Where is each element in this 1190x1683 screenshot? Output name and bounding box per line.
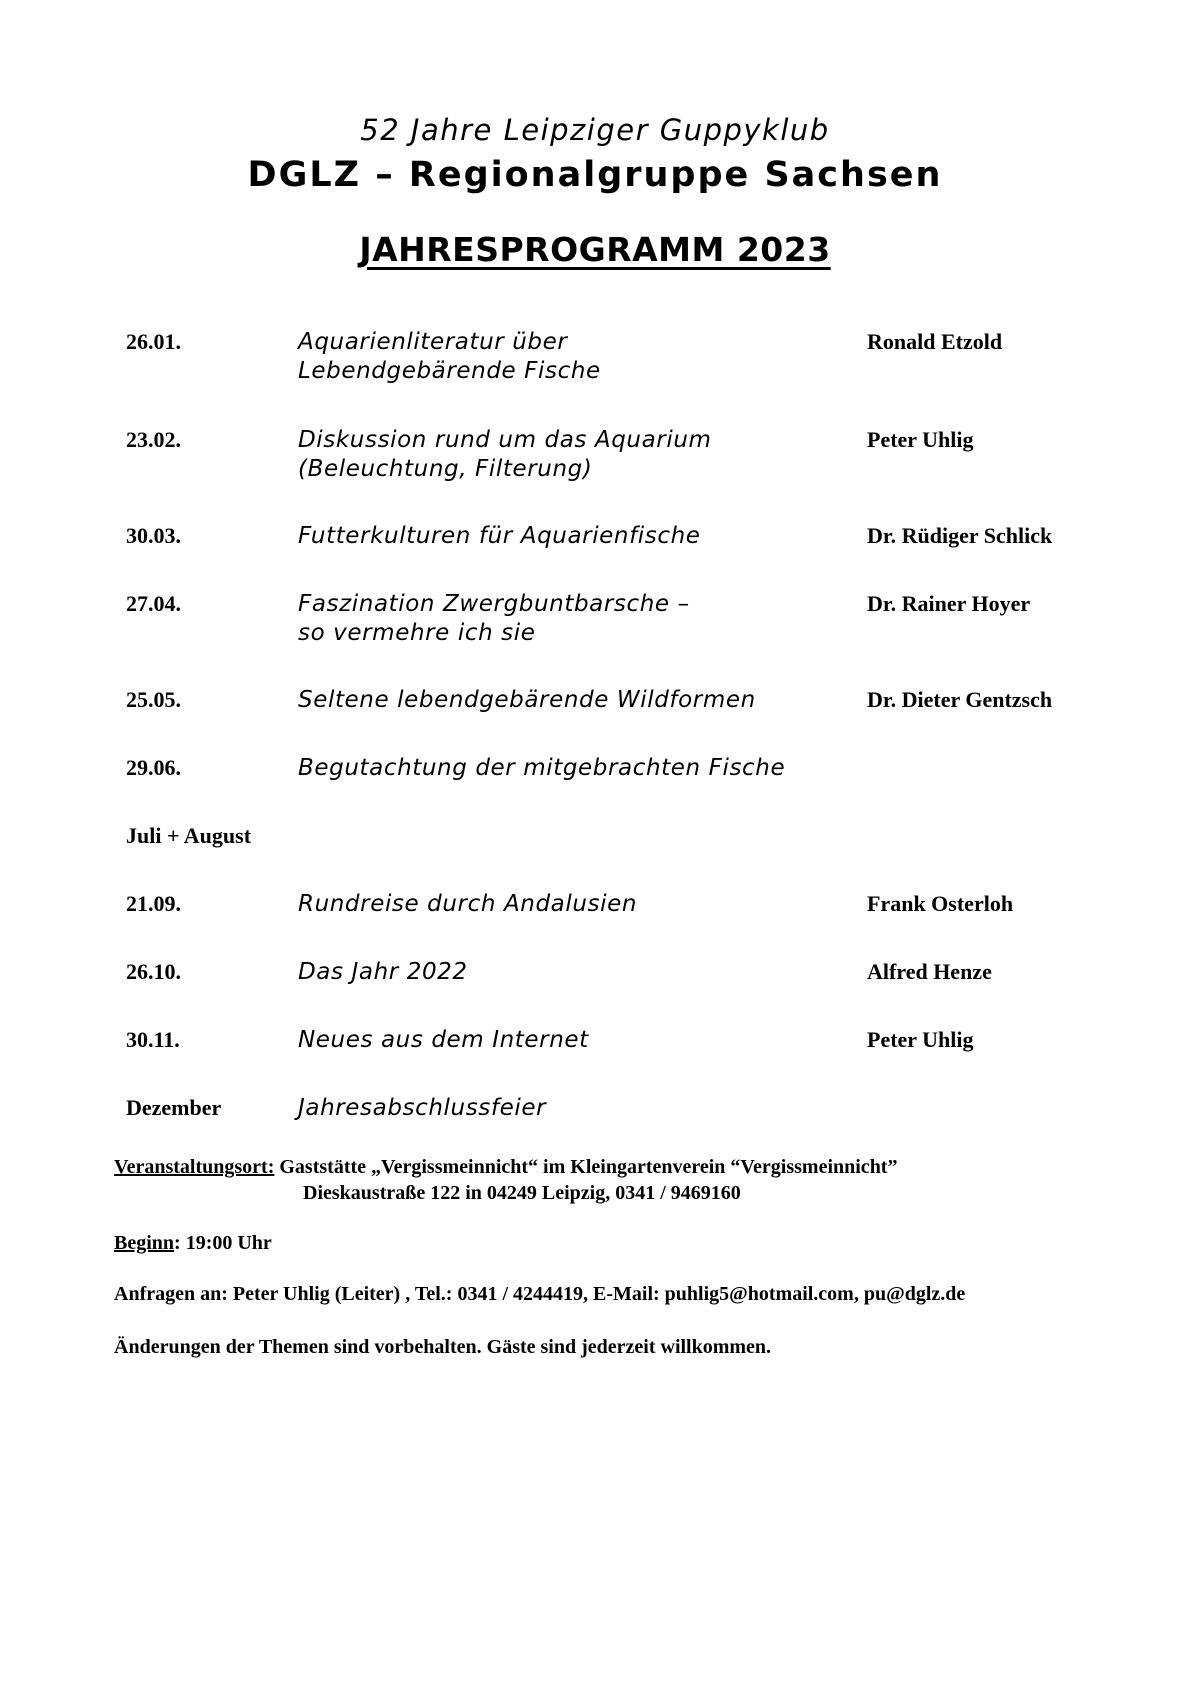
note-line: Änderungen der Themen sind vorbehalten. Gäste sind jederzeit willkommen. (114, 1336, 772, 1358)
event-date: 26.10. (126, 959, 181, 984)
event-date: 27.04. (126, 591, 181, 616)
event-topic (298, 958, 468, 987)
event-speaker: Ronald Etzold (867, 329, 1003, 354)
contact-line: Anfragen an: Peter Uhlig (Leiter) , Tel.: 0341 / 4244419, E-Mail: puhlig5@hotmail.com, pu@dglz.de (114, 1283, 966, 1305)
event-topic-line: Lebendgebärende Fische (298, 358, 601, 384)
event-topic (298, 590, 690, 648)
venue-text: Gaststätte „Vergissmeinnicht“ im Kleingartenverein “Vergissmeinnicht” (279, 1156, 898, 1178)
event-date: 29.06. (126, 755, 181, 780)
event-topic-line: Rundreise durch Andalusien (298, 891, 638, 917)
event-topic (298, 426, 712, 484)
event-speaker: Dr. Rainer Hoyer (867, 591, 1031, 616)
event-date: Juli + August (126, 823, 252, 848)
venue-address: Dieskaustraße 122 in 04249 Leipzig, 0341 / 9469160 (303, 1182, 741, 1204)
event-topic-line: Das Jahr 2022 (298, 959, 468, 985)
event-speaker: Dr. Dieter Gentzsch (867, 687, 1053, 712)
club-subtitle: 52 Jahre Leipziger Guppyklub (360, 113, 830, 147)
event-topic-line: Neues aus dem Internet (298, 1027, 589, 1053)
event-date: 30.11. (126, 1027, 180, 1052)
venue-label: Veranstaltungsort: (114, 1156, 275, 1178)
start-line (114, 1232, 272, 1255)
event-topic-line: Begutachtung der mitgebrachten Fische (298, 755, 786, 781)
event-speaker: Peter Uhlig (867, 1027, 974, 1052)
event-date: Dezember (126, 1095, 222, 1120)
event-topic-line: Jahresabschlussfeier (298, 1095, 547, 1121)
event-speaker: Peter Uhlig (867, 427, 974, 452)
event-speaker: Alfred Henze (867, 959, 992, 984)
event-topic-line: Aquarienliteratur über (298, 329, 568, 355)
event-topic (298, 1026, 589, 1055)
program-title: JAHRESPROGRAMM 2023 (359, 230, 831, 269)
start-label: Beginn (114, 1232, 175, 1254)
event-date: 25.05. (126, 687, 181, 712)
start-value: : 19:00 Uhr (174, 1232, 272, 1254)
event-topic (298, 522, 701, 551)
group-title: DGLZ – Regionalgruppe Sachsen (247, 155, 943, 195)
event-topic-line: Diskussion rund um das Aquarium (298, 427, 712, 453)
event-date: 26.01. (126, 329, 181, 354)
event-date: 23.02. (126, 427, 181, 452)
event-speaker: Dr. Rüdiger Schlick (867, 523, 1053, 548)
event-topic (298, 754, 785, 783)
event-date: 21.09. (126, 891, 181, 916)
event-topic-line: so vermehre ich sie (298, 620, 536, 646)
event-topic-line: Futterkulturen für Aquarienfische (298, 523, 701, 549)
event-topic-line: (Beleuchtung, Filterung) (298, 456, 593, 482)
event-speaker: Frank Osterloh (867, 891, 1014, 916)
event-topic (298, 890, 637, 919)
event-topic (298, 686, 756, 715)
event-topic-line: Seltene lebendgebärende Wildformen (298, 687, 756, 713)
event-topic (298, 328, 601, 386)
event-topic-line: Faszination Zwergbuntbarsche – (298, 591, 690, 617)
venue-line (114, 1156, 897, 1179)
event-topic (298, 1094, 546, 1123)
event-date: 30.03. (126, 523, 181, 548)
